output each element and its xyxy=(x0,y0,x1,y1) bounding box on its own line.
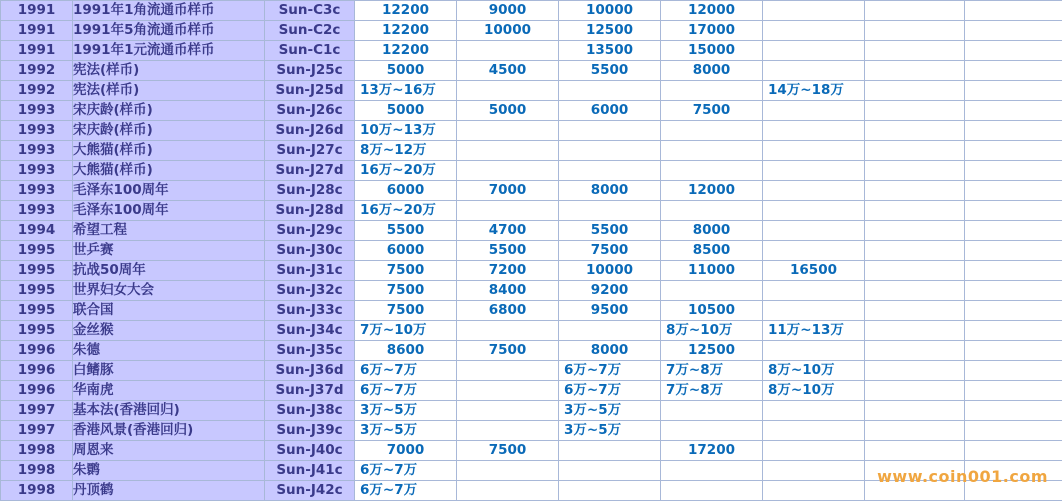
price-cell[interactable]: 10500 xyxy=(661,301,763,321)
empty-cell[interactable] xyxy=(865,321,965,341)
price-cell[interactable]: 7万~10万 xyxy=(355,321,457,341)
price-cell[interactable]: 7500 xyxy=(355,301,457,321)
price-cell[interactable] xyxy=(763,161,865,181)
code-cell[interactable]: Sun-J25d xyxy=(265,81,355,101)
price-cell[interactable]: 7500 xyxy=(355,281,457,301)
price-cell[interactable]: 5500 xyxy=(355,221,457,241)
table-row xyxy=(1,181,1062,201)
price-cell[interactable]: 6000 xyxy=(355,181,457,201)
price-cell[interactable] xyxy=(559,441,661,461)
price-cell[interactable]: 8万~10万 xyxy=(661,321,763,341)
price-cell[interactable] xyxy=(457,421,559,441)
price-cell[interactable] xyxy=(559,481,661,501)
year-cell[interactable]: 1993 xyxy=(1,181,73,201)
price-cell[interactable]: 7500 xyxy=(559,241,661,261)
price-cell[interactable] xyxy=(763,121,865,141)
price-cell[interactable]: 9000 xyxy=(457,1,559,21)
year-cell[interactable]: 1994 xyxy=(1,221,73,241)
price-cell[interactable]: 12200 xyxy=(355,41,457,61)
year-cell[interactable]: 1992 xyxy=(1,61,73,81)
price-cell[interactable]: 12500 xyxy=(559,21,661,41)
empty-cell[interactable] xyxy=(965,361,1062,381)
price-cell[interactable] xyxy=(661,201,763,221)
name-cell[interactable]: 大熊猫(样币) xyxy=(73,141,265,161)
empty-cell[interactable] xyxy=(965,161,1062,181)
code-cell[interactable]: Sun-J37d xyxy=(265,381,355,401)
table-row xyxy=(1,401,1062,421)
price-cell[interactable]: 8400 xyxy=(457,281,559,301)
table-row xyxy=(1,21,1062,41)
price-cell[interactable] xyxy=(763,201,865,221)
year-cell[interactable]: 1997 xyxy=(1,401,73,421)
price-cell[interactable]: 7500 xyxy=(457,441,559,461)
table-row xyxy=(1,321,1062,341)
price-cell[interactable] xyxy=(559,161,661,181)
price-cell[interactable] xyxy=(559,81,661,101)
name-cell[interactable]: 白鳍豚 xyxy=(73,361,265,381)
code-cell[interactable]: Sun-J35c xyxy=(265,341,355,361)
price-cell[interactable]: 7万~8万 xyxy=(661,361,763,381)
price-cell[interactable] xyxy=(763,481,865,501)
code-cell[interactable]: Sun-J31c xyxy=(265,261,355,281)
price-cell[interactable] xyxy=(457,81,559,101)
name-cell[interactable]: 宪法(样币) xyxy=(73,81,265,101)
empty-cell[interactable] xyxy=(865,201,965,221)
name-cell[interactable]: 周恩来 xyxy=(73,441,265,461)
price-cell[interactable]: 7500 xyxy=(661,101,763,121)
table-row xyxy=(1,261,1062,281)
price-cell[interactable] xyxy=(457,201,559,221)
price-cell[interactable] xyxy=(763,221,865,241)
code-cell[interactable]: Sun-J41c xyxy=(265,461,355,481)
table-body xyxy=(1,1,1062,501)
price-cell[interactable]: 10万~13万 xyxy=(355,121,457,141)
price-cell[interactable] xyxy=(457,321,559,341)
price-cell[interactable]: 5000 xyxy=(457,101,559,121)
code-cell[interactable]: Sun-C1c xyxy=(265,41,355,61)
price-cell[interactable]: 3万~5万 xyxy=(355,401,457,421)
empty-cell[interactable] xyxy=(865,401,965,421)
price-cell[interactable]: 7000 xyxy=(457,181,559,201)
price-cell[interactable]: 4700 xyxy=(457,221,559,241)
price-cell[interactable]: 8500 xyxy=(661,241,763,261)
price-cell[interactable] xyxy=(661,461,763,481)
code-cell[interactable]: Sun-J34c xyxy=(265,321,355,341)
empty-cell[interactable] xyxy=(865,181,965,201)
price-cell[interactable] xyxy=(763,241,865,261)
name-cell[interactable]: 宋庆龄(样币) xyxy=(73,121,265,141)
price-cell[interactable] xyxy=(763,401,865,421)
name-cell[interactable]: 华南虎 xyxy=(73,381,265,401)
name-cell[interactable]: 大熊猫(样币) xyxy=(73,161,265,181)
empty-cell[interactable] xyxy=(965,241,1062,261)
empty-cell[interactable] xyxy=(865,121,965,141)
empty-cell[interactable] xyxy=(965,301,1062,321)
year-cell[interactable]: 1998 xyxy=(1,481,73,501)
table-row xyxy=(1,361,1062,381)
year-cell[interactable]: 1993 xyxy=(1,101,73,121)
price-cell[interactable]: 16万~20万 xyxy=(355,201,457,221)
empty-cell[interactable] xyxy=(865,101,965,121)
table-row xyxy=(1,61,1062,81)
year-cell[interactable]: 1996 xyxy=(1,381,73,401)
price-cell[interactable]: 12000 xyxy=(661,1,763,21)
name-cell[interactable]: 朱德 xyxy=(73,341,265,361)
empty-cell[interactable] xyxy=(865,141,965,161)
empty-cell[interactable] xyxy=(965,61,1062,81)
price-cell[interactable]: 14万~18万 xyxy=(763,81,865,101)
table-row xyxy=(1,381,1062,401)
price-cell[interactable]: 7200 xyxy=(457,261,559,281)
year-cell[interactable]: 1995 xyxy=(1,241,73,261)
price-cell[interactable]: 12500 xyxy=(661,341,763,361)
price-cell[interactable] xyxy=(457,41,559,61)
price-cell[interactable] xyxy=(763,421,865,441)
empty-cell[interactable] xyxy=(965,321,1062,341)
table-row xyxy=(1,421,1062,441)
price-cell[interactable]: 8600 xyxy=(355,341,457,361)
price-cell[interactable]: 13万~16万 xyxy=(355,81,457,101)
name-cell[interactable]: 香港风景(香港回归) xyxy=(73,421,265,441)
code-cell[interactable]: Sun-J30c xyxy=(265,241,355,261)
price-cell[interactable] xyxy=(457,381,559,401)
watermark: www.coin001.com xyxy=(877,467,1048,486)
year-cell[interactable]: 1998 xyxy=(1,461,73,481)
empty-cell[interactable] xyxy=(965,201,1062,221)
empty-cell[interactable] xyxy=(865,81,965,101)
empty-cell[interactable] xyxy=(965,421,1062,441)
code-cell[interactable]: Sun-J42c xyxy=(265,481,355,501)
price-cell[interactable]: 7万~8万 xyxy=(661,381,763,401)
price-cell[interactable] xyxy=(559,141,661,161)
price-cell[interactable] xyxy=(457,121,559,141)
code-cell[interactable]: Sun-J36d xyxy=(265,361,355,381)
table-row xyxy=(1,221,1062,241)
empty-cell[interactable] xyxy=(865,381,965,401)
price-cell[interactable] xyxy=(763,141,865,161)
price-cell[interactable] xyxy=(661,401,763,421)
price-cell[interactable] xyxy=(763,341,865,361)
price-cell[interactable]: 6万~7万 xyxy=(355,481,457,501)
price-cell[interactable]: 13500 xyxy=(559,41,661,61)
price-cell[interactable]: 16500 xyxy=(763,261,865,281)
name-cell[interactable]: 1991年1元流通币样币 xyxy=(73,41,265,61)
table-row xyxy=(1,341,1062,361)
name-cell[interactable]: 毛泽东100周年 xyxy=(73,181,265,201)
price-cell[interactable]: 12200 xyxy=(355,21,457,41)
price-cell[interactable]: 17000 xyxy=(661,21,763,41)
code-cell[interactable]: Sun-J39c xyxy=(265,421,355,441)
name-cell[interactable]: 朱鹮 xyxy=(73,461,265,481)
price-cell[interactable]: 7500 xyxy=(355,261,457,281)
table-row xyxy=(1,81,1062,101)
name-cell[interactable]: 金丝猴 xyxy=(73,321,265,341)
price-cell[interactable] xyxy=(457,361,559,381)
empty-cell[interactable] xyxy=(865,1,965,21)
year-cell[interactable]: 1991 xyxy=(1,21,73,41)
empty-cell[interactable] xyxy=(865,301,965,321)
code-cell[interactable]: Sun-J33c xyxy=(265,301,355,321)
year-cell[interactable]: 1993 xyxy=(1,141,73,161)
price-cell[interactable]: 9500 xyxy=(559,301,661,321)
price-cell[interactable] xyxy=(763,41,865,61)
empty-cell[interactable] xyxy=(965,141,1062,161)
code-cell[interactable]: Sun-J27d xyxy=(265,161,355,181)
price-cell[interactable] xyxy=(661,281,763,301)
name-cell[interactable]: 世界妇女大会 xyxy=(73,281,265,301)
empty-cell[interactable] xyxy=(865,221,965,241)
year-cell[interactable]: 1995 xyxy=(1,281,73,301)
price-cell[interactable]: 5500 xyxy=(559,61,661,81)
code-cell[interactable]: Sun-J26c xyxy=(265,101,355,121)
price-cell[interactable] xyxy=(763,21,865,41)
code-cell[interactable]: Sun-J38c xyxy=(265,401,355,421)
price-cell[interactable] xyxy=(457,481,559,501)
price-cell[interactable]: 8000 xyxy=(661,61,763,81)
empty-cell[interactable] xyxy=(965,81,1062,101)
year-cell[interactable]: 1996 xyxy=(1,341,73,361)
price-cell[interactable]: 8万~10万 xyxy=(763,361,865,381)
empty-cell[interactable] xyxy=(865,361,965,381)
price-cell[interactable]: 3万~5万 xyxy=(559,421,661,441)
price-cell[interactable] xyxy=(661,481,763,501)
price-cell[interactable] xyxy=(457,461,559,481)
code-cell[interactable]: Sun-J28c xyxy=(265,181,355,201)
empty-cell[interactable] xyxy=(965,381,1062,401)
price-cell[interactable]: 4500 xyxy=(457,61,559,81)
price-cell[interactable]: 6万~7万 xyxy=(559,361,661,381)
name-cell[interactable]: 丹顶鹤 xyxy=(73,481,265,501)
code-cell[interactable]: Sun-J25c xyxy=(265,61,355,81)
code-cell[interactable]: Sun-J40c xyxy=(265,441,355,461)
name-cell[interactable]: 基本法(香港回归) xyxy=(73,401,265,421)
price-cell[interactable]: 7000 xyxy=(355,441,457,461)
price-cell[interactable] xyxy=(559,461,661,481)
price-cell[interactable]: 5000 xyxy=(355,101,457,121)
empty-cell[interactable] xyxy=(965,121,1062,141)
name-cell[interactable]: 世乒赛 xyxy=(73,241,265,261)
price-cell[interactable]: 11万~13万 xyxy=(763,321,865,341)
year-cell[interactable]: 1993 xyxy=(1,161,73,181)
price-cell[interactable]: 6万~7万 xyxy=(355,381,457,401)
price-cell[interactable] xyxy=(763,441,865,461)
empty-cell[interactable] xyxy=(865,421,965,441)
price-cell[interactable]: 10000 xyxy=(559,261,661,281)
price-cell[interactable]: 6万~7万 xyxy=(559,381,661,401)
price-cell[interactable]: 10000 xyxy=(559,1,661,21)
price-cell[interactable]: 3万~5万 xyxy=(559,401,661,421)
empty-cell[interactable] xyxy=(865,241,965,261)
code-cell[interactable]: Sun-J32c xyxy=(265,281,355,301)
empty-cell[interactable] xyxy=(865,441,965,461)
price-cell[interactable]: 6800 xyxy=(457,301,559,321)
empty-cell[interactable] xyxy=(865,161,965,181)
price-cell[interactable]: 6000 xyxy=(355,241,457,261)
empty-cell[interactable] xyxy=(965,401,1062,421)
name-cell[interactable]: 宪法(样币) xyxy=(73,61,265,81)
empty-cell[interactable] xyxy=(965,41,1062,61)
price-cell[interactable] xyxy=(661,161,763,181)
year-cell[interactable]: 1995 xyxy=(1,261,73,281)
price-cell[interactable]: 6万~7万 xyxy=(355,361,457,381)
empty-cell[interactable] xyxy=(965,221,1062,241)
price-cell[interactable]: 8000 xyxy=(661,221,763,241)
price-cell[interactable]: 8000 xyxy=(559,341,661,361)
table-row xyxy=(1,241,1062,261)
price-cell[interactable] xyxy=(559,201,661,221)
name-cell[interactable]: 1991年5角流通币样币 xyxy=(73,21,265,41)
price-cell[interactable] xyxy=(559,321,661,341)
code-cell[interactable]: Sun-J28d xyxy=(265,201,355,221)
price-cell[interactable]: 8万~10万 xyxy=(763,381,865,401)
price-cell[interactable] xyxy=(763,461,865,481)
year-cell[interactable]: 1997 xyxy=(1,421,73,441)
empty-cell[interactable] xyxy=(965,281,1062,301)
price-cell[interactable] xyxy=(559,121,661,141)
table-row xyxy=(1,161,1062,181)
price-cell[interactable] xyxy=(763,1,865,21)
price-cell[interactable]: 6万~7万 xyxy=(355,461,457,481)
price-cell[interactable]: 12000 xyxy=(661,181,763,201)
code-cell[interactable]: Sun-J29c xyxy=(265,221,355,241)
price-cell[interactable]: 7500 xyxy=(457,341,559,361)
price-cell[interactable]: 16万~20万 xyxy=(355,161,457,181)
price-cell[interactable]: 5500 xyxy=(457,241,559,261)
price-cell[interactable]: 10000 xyxy=(457,21,559,41)
year-cell[interactable]: 1992 xyxy=(1,81,73,101)
price-cell[interactable] xyxy=(661,121,763,141)
empty-cell[interactable] xyxy=(965,181,1062,201)
price-cell[interactable]: 9200 xyxy=(559,281,661,301)
empty-cell[interactable] xyxy=(865,41,965,61)
code-cell[interactable]: Sun-J26d xyxy=(265,121,355,141)
price-cell[interactable]: 6000 xyxy=(559,101,661,121)
name-cell[interactable]: 宋庆龄(样币) xyxy=(73,101,265,121)
price-cell[interactable] xyxy=(457,141,559,161)
table-row xyxy=(1,301,1062,321)
year-cell[interactable]: 1993 xyxy=(1,121,73,141)
price-cell[interactable]: 15000 xyxy=(661,41,763,61)
code-cell[interactable]: Sun-C3c xyxy=(265,1,355,21)
price-cell[interactable]: 5500 xyxy=(559,221,661,241)
price-cell[interactable] xyxy=(661,141,763,161)
empty-cell[interactable] xyxy=(865,21,965,41)
code-cell[interactable]: Sun-J27c xyxy=(265,141,355,161)
price-cell[interactable]: 3万~5万 xyxy=(355,421,457,441)
price-cell[interactable] xyxy=(763,101,865,121)
year-cell[interactable]: 1991 xyxy=(1,41,73,61)
price-cell[interactable]: 17200 xyxy=(661,441,763,461)
empty-cell[interactable] xyxy=(965,341,1062,361)
empty-cell[interactable] xyxy=(865,261,965,281)
empty-cell[interactable] xyxy=(965,21,1062,41)
table-row xyxy=(1,281,1062,301)
name-cell[interactable]: 毛泽东100周年 xyxy=(73,201,265,221)
year-cell[interactable]: 1998 xyxy=(1,441,73,461)
price-cell[interactable] xyxy=(763,281,865,301)
price-cell[interactable] xyxy=(763,181,865,201)
year-cell[interactable]: 1995 xyxy=(1,301,73,321)
empty-cell[interactable] xyxy=(965,441,1062,461)
table-row xyxy=(1,41,1062,61)
empty-cell[interactable] xyxy=(965,1,1062,21)
price-cell[interactable]: 11000 xyxy=(661,261,763,281)
name-cell[interactable]: 抗战50周年 xyxy=(73,261,265,281)
name-cell[interactable]: 联合国 xyxy=(73,301,265,321)
price-cell[interactable]: 8000 xyxy=(559,181,661,201)
table-row xyxy=(1,141,1062,161)
table-row xyxy=(1,1,1062,21)
table-row xyxy=(1,201,1062,221)
price-cell[interactable] xyxy=(661,421,763,441)
name-cell[interactable]: 1991年1角流通币样币 xyxy=(73,1,265,21)
table-row xyxy=(1,441,1062,461)
empty-cell[interactable] xyxy=(865,61,965,81)
name-cell[interactable]: 希望工程 xyxy=(73,221,265,241)
empty-cell[interactable] xyxy=(865,341,965,361)
price-cell[interactable] xyxy=(457,161,559,181)
price-cell[interactable] xyxy=(457,401,559,421)
empty-cell[interactable] xyxy=(965,261,1062,281)
year-cell[interactable]: 1995 xyxy=(1,321,73,341)
table-row xyxy=(1,121,1062,141)
year-cell[interactable]: 1996 xyxy=(1,361,73,381)
price-cell[interactable]: 8万~12万 xyxy=(355,141,457,161)
price-cell[interactable] xyxy=(661,81,763,101)
year-cell[interactable]: 1993 xyxy=(1,201,73,221)
empty-cell[interactable] xyxy=(965,101,1062,121)
year-cell[interactable]: 1991 xyxy=(1,1,73,21)
empty-cell[interactable] xyxy=(865,281,965,301)
price-cell[interactable]: 5000 xyxy=(355,61,457,81)
price-cell[interactable] xyxy=(763,61,865,81)
price-cell[interactable]: 12200 xyxy=(355,1,457,21)
table-row xyxy=(1,101,1062,121)
code-cell[interactable]: Sun-C2c xyxy=(265,21,355,41)
price-cell[interactable] xyxy=(763,301,865,321)
